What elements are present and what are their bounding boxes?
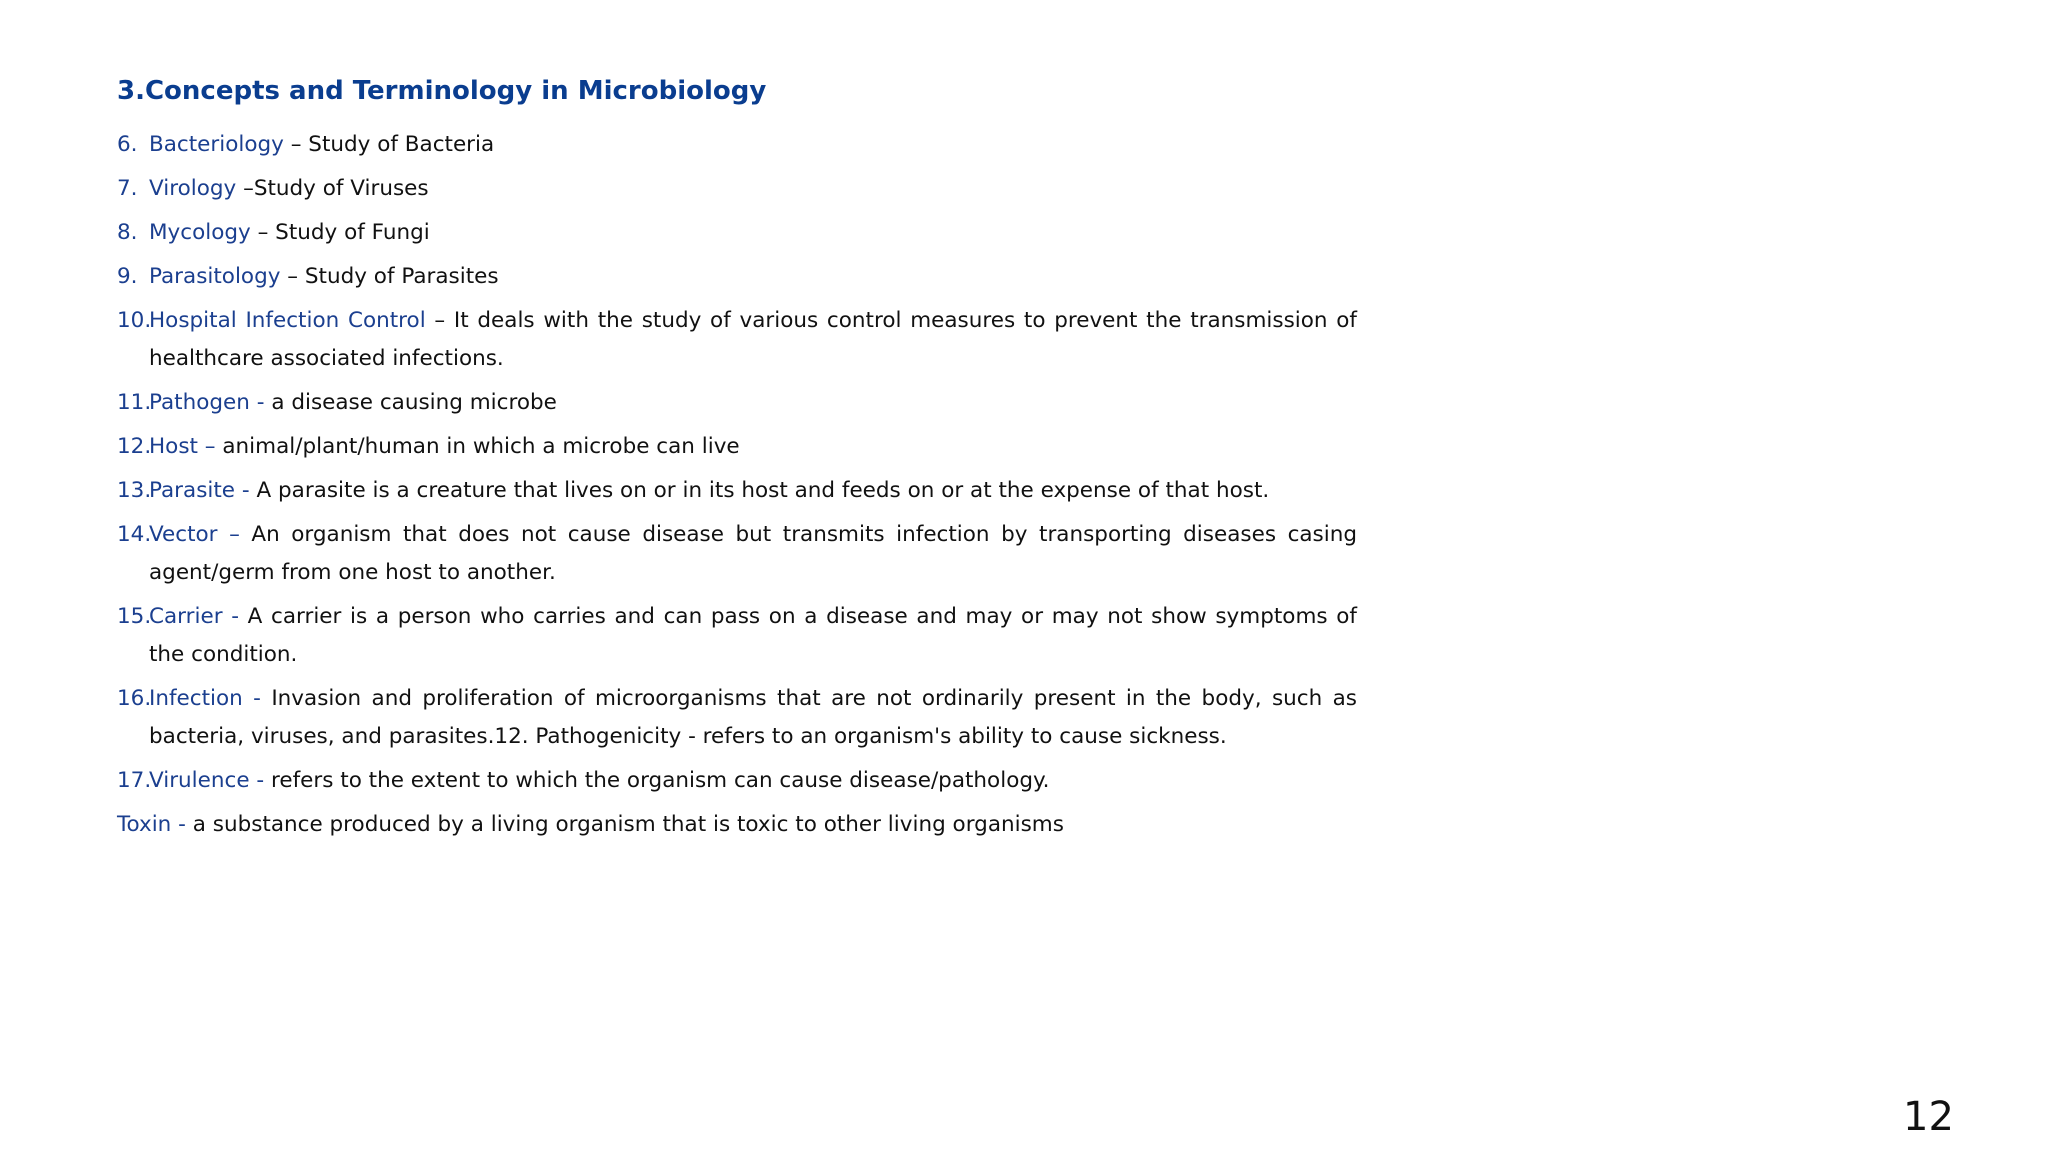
term-definition: Study of Viruses [253,176,429,201]
terminology-list [117,126,1357,850]
term-name: Carrier [149,604,223,629]
term-name: Mycology [149,220,251,245]
item-number: 7. [117,176,138,201]
list-item [117,302,1357,378]
list-item [117,428,1357,466]
term-name: Vector [149,522,218,547]
term-name: Hospital Infection Control [149,308,426,333]
term-name: Infection [149,686,243,711]
list-item [117,126,1357,164]
term-definition: animal/plant/human in which a microbe can live [222,434,740,459]
item-number: 11. [117,390,152,415]
term-name: Pathogen [149,390,250,415]
term-separator: - [249,768,271,793]
term-definition: A parasite is a creature that lives on or in its host and feeds on or at the expense of that host. [256,478,1270,503]
list-item [117,762,1357,800]
term-name: Bacteriology [149,132,284,157]
term-name: Host [149,434,198,459]
term-definition: A carrier is a person who carries and can pass on a disease and may or may not show symptoms of the condition. [149,604,1357,667]
list-item [117,516,1357,592]
term-definition: Study of Parasites [304,264,499,289]
term-separator: – [283,132,309,157]
term-separator: – [197,434,223,459]
slide-title: 3.Concepts and Terminology in Microbiology [117,76,767,106]
term-name: Parasite [149,478,236,503]
list-item [117,258,1357,296]
term-name: Parasitology [149,264,281,289]
term-definition: It deals with the study of various control measures to prevent the transmission of healthcare associated infections. [149,308,1357,371]
term-separator: - [235,478,257,503]
list-item [117,598,1357,674]
term-name: Virology [149,176,237,201]
list-item [117,472,1357,510]
page-number: 12 [1903,1094,1954,1140]
term-separator: – [280,264,305,289]
list-item [117,806,1357,844]
term-definition: a disease causing microbe [271,390,557,415]
item-number: 12. [117,434,152,459]
term-definition: a substance produced by a living organism that is toxic to other living organisms [192,812,1064,837]
item-number: 17. [117,768,152,793]
term-separator: – [217,522,252,547]
item-number: 8. [117,220,138,245]
list-item [117,170,1357,208]
list-item [117,214,1357,252]
item-number: 16. [117,686,152,711]
item-number: 14. [117,522,152,547]
item-number: 13. [117,478,152,503]
term-definition: Invasion and proliferation of microorganisms that are not ordinarily present in the body, such as bacteria, viruses, and parasites.12. Pathogenicity - refers to an organism's ability to cause sickness. [149,686,1357,749]
term-separator: – [250,220,276,245]
term-separator: – [425,308,454,333]
item-number: 6. [117,132,138,157]
list-item [117,384,1357,422]
term-definition: refers to the extent to which the organism can cause disease/pathology. [271,768,1050,793]
term-definition: Study of Fungi [275,220,430,245]
item-number: 10. [117,308,152,333]
term-name: Virulence [149,768,250,793]
list-item [117,680,1357,756]
item-number: 15. [117,604,152,629]
term-separator: - [242,686,272,711]
term-name: Toxin [117,812,172,837]
term-separator: - [249,390,272,415]
term-separator: - [171,812,193,837]
term-separator: – [236,176,254,201]
item-number: 9. [117,264,138,289]
term-definition: Study of Bacteria [308,132,495,157]
term-separator: - [222,604,248,629]
term-definition: An organism that does not cause disease but transmits infection by transporting diseases casing agent/germ from one host to another. [149,522,1358,585]
